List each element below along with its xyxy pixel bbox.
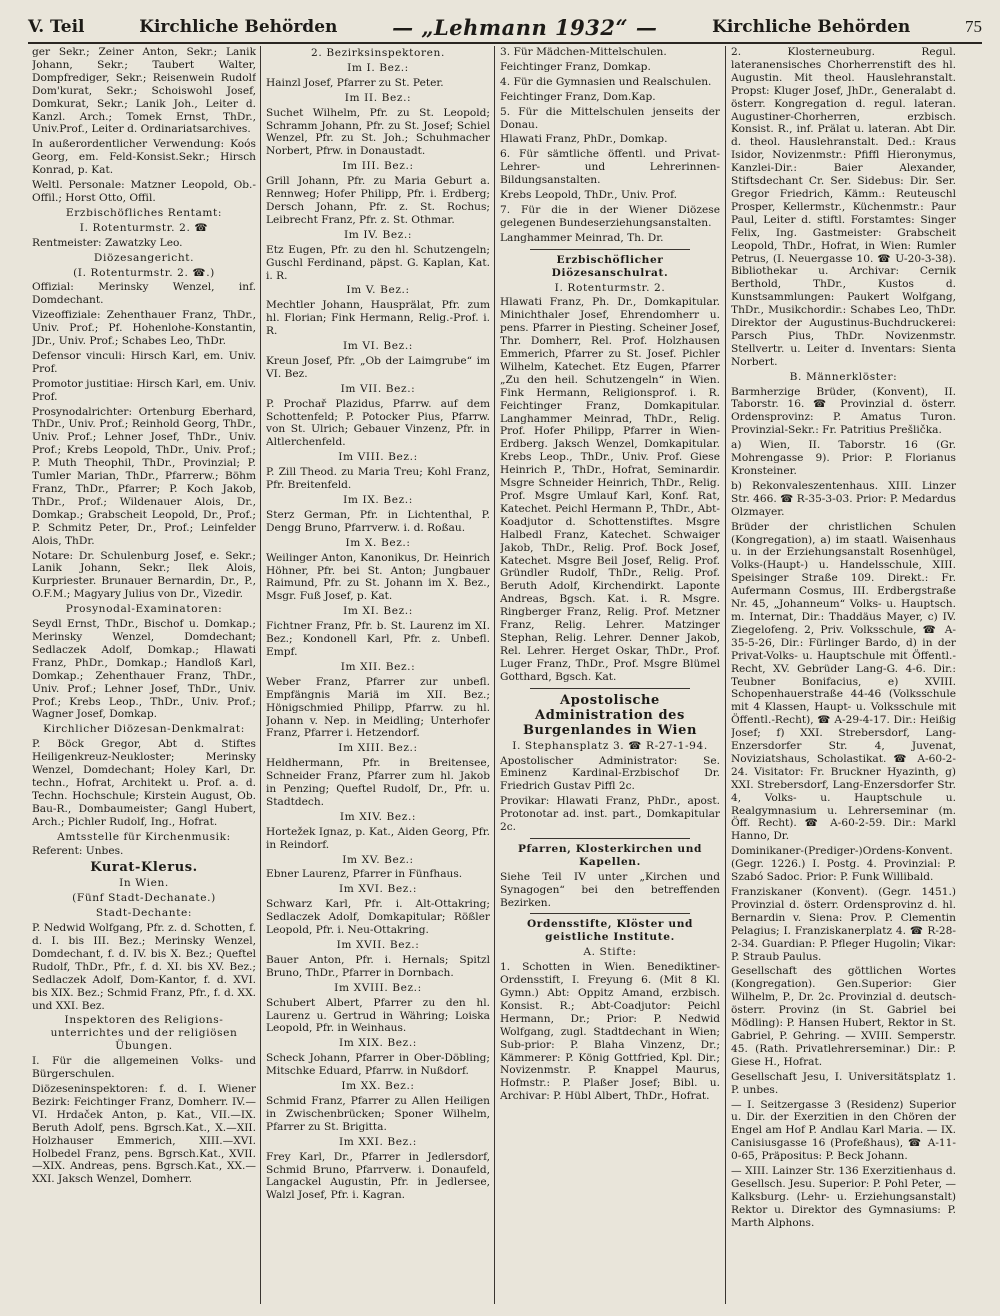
- section-divider: [530, 688, 690, 689]
- entry-paragraph: Grill Johann, Pfr. zu Maria Geburt a. Rennweg; Hofer Philipp, Pfr. i. Erdberg; Dersch Johann, Pfr. z. St. Rochus; Leibrecht Franz, Pfr. z. St. Othmar.: [266, 175, 490, 226]
- entry-paragraph: 1. Schotten in Wien. Benediktiner-Ordensstift, I. Freyung 6. (Mit 8 Kl. Gymn.) Abt: Oppitz Amand, erzbisch. Konsist. R.; Abt-Coadjutor: Peichl Hermann, Dr.; Prior: P. Nedwid Wolfgang, zugl. Stadtdechant in Wien; Sub-prior: P. Blaha Vinzenz, Dr.; Kämmerer: P. König Gottfried, Kpl. Dir.; Novizenmstr. P. Knappel Maurus, Hofmstr.: P. Plaßer Josef; Bibl. u. Archivar: P. Hübl Albert, ThDr., Hofrat.: [500, 961, 720, 1103]
- column-2: [266, 46, 490, 1306]
- section-heading: Apostolische Administration des Burgenlandes in Wien: [522, 692, 698, 738]
- entry-paragraph: 7. Für die in der Wiener Diözese gelegenen Bundeserziehungsanstalten.: [500, 203, 720, 229]
- entry-paragraph: Seydl Ernst, ThDr., Bischof u. Domkap.; Merinsky Wenzel, Domdechant; Sedlaczek Adolf, Domkap.; Hlawati Franz, PhDr., Domkap.; Handloß Karl, Domkap.; Zehenthauer Franz, ThDr., Univ. Prof.; Lehner Josef, ThDr., Univ. Prof.; Krebs Leop., ThDr., Univ. Prof.; Wagner Josef, Domkap.: [32, 618, 256, 721]
- section-heading: Im II. Bez.:: [344, 91, 412, 104]
- section-divider: [530, 913, 690, 914]
- section-heading: Stadt-Dechante:: [95, 907, 193, 920]
- section-heading: Im XI. Bez.:: [343, 605, 413, 618]
- section-heading: Erzbischöfliches Rentamt:: [65, 206, 223, 219]
- section-heading: B. Männerklöster:: [789, 370, 898, 383]
- entry-paragraph: P. Zill Theod. zu Maria Treu; Kohl Franz, Pfr. Breitenfeld.: [266, 466, 490, 492]
- section-heading: Im VIII. Bez.:: [338, 451, 418, 464]
- entry-paragraph: Schwarz Karl, Pfr. i. Alt-Ottakring; Sedlaczek Adolf, Domkapitular; Rößler Leopold, Pfr. i. Neu-Ottakring.: [266, 898, 490, 937]
- entry-paragraph: Fichtner Franz, Pfr. b. St. Laurenz im XI. Bez.; Kondonell Karl, Pfr. z. Unbefl. Empf.: [266, 620, 490, 658]
- entry-paragraph: 5. Für die Mittelschulen jenseits der Donau.: [500, 105, 720, 131]
- entry-paragraph: Scheck Johann, Pfarrer in Ober-Döbling; Mitschke Eduard, Pfarrw. in Nußdorf.: [266, 1052, 490, 1078]
- section-heading: Im XIV. Bez.:: [339, 810, 417, 823]
- entry-paragraph: Brüder der christlichen Schulen (Kongregation), a) im staatl. Waisenhaus u. in der Erziehungsanstalt Rosenhügel, Volks-(Haupt-) u. Handelsschule, XIII. Speisinger Straße 109. Direkt.: Fr. Aufermann Cosmus, III. Erdbergstraße Nr. 45, „Johanneum“ Volks- u. Hauptsch. m. Internat, Dir.: Thaddäus Mayer, c) IV. Ziegelofeng. 2, Priv. Volksschule, ☎ A-35-5-26, Dir.: Fürlinger Bardo, d) in der Privat-Volks- u. Hauptschule mit Öffentl.-Recht, XV. Gebrüder Lang-G. 4-6. Dir.: Teubner Bonifacius, e) XVIII. Schopenhauerstraße 44-46 (Volksschule mit 4 Klassen, Haupt- u. Volksschule mit Öffentl.-Recht), ☎ A-29-4-17. Dir.: Heißig Josef; f) XXI. Strebersdorf, Lang-Enzersdorfer Str. 4, Juvenat, Noviziatshaus, Scholastikat. ☎ A-60-2-24. Visitator: Fr. Bruckner Hyazinth, g) XXI. Strebersdorf, Lang-Enzersdorfer Str. 4, Volks- u. Hauptschule u. Realgymnasium u. Lehrerseminar (m. Öff. Recht). ☎ A-60-2-59. Dir.: Markl Hanno, Dr.: [731, 520, 956, 843]
- entry-paragraph: P. Prochař Plazidus, Pfarrw. auf dem Schottenfeld; P. Potocker Pius, Pfarrw. von St. Ulrich; Gebauer Vinzenz, Pfr. in Altlerchenfeld.: [266, 397, 490, 449]
- section-heading: Im XVII. Bez.:: [336, 939, 420, 951]
- section-heading: Inspektoren des Religions-unterrichtes und der religiösen Übungen.: [50, 1014, 238, 1053]
- entry-paragraph: Ebner Laurenz, Pfarrer in Fünfhaus.: [266, 868, 463, 881]
- section-heading: Im VII. Bez.:: [340, 382, 416, 395]
- entry-paragraph: P. Nedwid Wolfgang, Pfr. z. d. Schotten, f. d. I. bis III. Bez.; Merinsky Wenzel, Domdechant, f. d. IV. bis X. Bez.; Queftel Rudolf, ThDr., Pfr., f. d. XI. bis XV. Bez.; Sedlaczek Adolf, Dom-Kantor, f. d. XVI. bis XIX. Bez.; Schmid Franz, Pfr., f. d. XX. und XXI. Bez.: [32, 922, 256, 1012]
- section-heading: Im XV. Bez.:: [342, 853, 414, 866]
- entry-paragraph: Gesellschaft Jesu, I. Universitätsplatz 1. P. unbes.: [731, 1070, 956, 1096]
- entry-paragraph: Vizeoffiziale: Zehenthauer Franz, ThDr., Univ. Prof.; Pf. Hohenlohe-Konstantin, JDr., Univ. Prof.; Schabes Leo, ThDr.: [32, 309, 256, 348]
- publication-title: — „Lehmann 1932“ —: [392, 14, 658, 40]
- section-heading: Pfarren, Klosterkirchen und Kapellen.: [517, 842, 703, 868]
- section-heading: Im III. Bez.:: [342, 160, 414, 173]
- entry-paragraph: Weltl. Personale: Matzner Leopold, Ob.-Offil.; Horst Otto, Offil.: [32, 179, 256, 204]
- entry-paragraph: 3. Für Mädchen-Mittelschulen.: [500, 46, 667, 58]
- entry-paragraph: P. Böck Gregor, Abt d. Stiftes Heiligenkreuz-Neukloster; Merinsky Wenzel, Domdechant; Holey Karl, Dr. techn., Hofrat, Architekt u. Prof. a. d. Techn. Hochschule; Kirstein August, Ob. Bau-R., Dombaumeister; Gangl Hubert, Arch.; Pichler Rudolf, Ing., Hofrat.: [32, 738, 256, 828]
- section-heading: 2. Bezirksinspektoren.: [311, 47, 445, 59]
- section-heading: Im X. Bez.:: [345, 536, 411, 549]
- entry-paragraph: Frey Karl, Dr., Pfarrer in Jedlersdorf, Schmid Bruno, Pfarrverw. i. Donaufeld, Langackel Augustin, Pfr. in Jedlersee, Walzl Josef, Pfr. i. Kagran.: [266, 1150, 490, 1202]
- entry-paragraph: 2. Klosterneuburg. Regul. lateranensisches Chorherrenstift des hl. Augustin. Mit theol. Hauslehranstalt. Propst: Kluger Josef, JhDr., Generalabt d. österr. Kongregation d. regul. lateran. Augustiner-Chorherren, erzbisch. Konsist. R., inf. Prälat u. lateran. Abt Dir. d. theol. Hauslehranstalt. Ded.: Kraus Isidor, Novizenmstr.: Pfiffl Hieronymus, Kanzlei-Dir.: Baier Alexander, Stiftsdechant Cr. Ser. Sidebus: Dir. Ser. Gregor Friedrich, Kämm.: Reuteuschl Prosper, Kellermstr., Küchenmstr.: Paur Paul, Leiter d. stiftl. Forstamtes: Singer Felix, Ing. Gastmeister: Grabscheit Leopold, ThDr., Hofrat, in Wien: Rumler Petrus, (I. Neuergasse 10. ☎ U-20-3-38). Bibliothekar u. Archivar: Cernik Berthold, ThDr., Kustos d. Kunstsammlungen: Paukert Wolfgang, ThDr., Musikchordir.: Schabes Leo, ThDr. Direktor der Augustinus-Buchdruckerei: Parsch Pius, ThDr. Novizenmstr. Stellvertr. u. Leiter d. Inventars: Sienta Norbert.: [731, 46, 956, 368]
- section-heading: I. Rotenturmstr. 2. ☎: [79, 221, 209, 234]
- running-head-right: Kirchliche Behörden: [712, 17, 911, 37]
- entry-paragraph: Referent: Unbes.: [32, 845, 124, 858]
- section-heading: Kurat-Klerus.: [90, 860, 198, 876]
- section-heading: Im VI. Bez.:: [343, 340, 413, 353]
- entry-paragraph: Diözeseninspektoren: f. d. I. Wiener Bezirk: Feichtinger Franz, Domherr. IV.—VI. Hrdaček Anton, p. Kat., VII.—IX. Beruth Adolf, pens. Bgrsch.Kat., X.—XII. Holzhauser Emmerich, XIII.—XVI. Holbedel Franz, pens. Bgrsch.Kat., XVII.—XIX. Andreas, pens. Bgrsch.Kat., XX.—XXI. Jaksch Wenzel, Domherr.: [32, 1082, 256, 1186]
- section-divider: [530, 249, 690, 250]
- section-heading: In Wien.: [119, 877, 169, 890]
- section-heading: Im XVI. Bez.:: [338, 883, 418, 896]
- section-heading: I. Stephansplatz 3. ☎ R-27-1-94.: [512, 739, 708, 752]
- entry-paragraph: Schmid Franz, Pfarrer zu Allen Heiligen in Zwischenbrücken; Sponer Wilhelm, Pfarrer zu St. Brigitta.: [266, 1094, 490, 1133]
- entry-paragraph: Hlawati Franz, Ph. Dr., Domkapitular. Minichthaler Josef, Ehrendomherr u. pens. Pfarrer in Piesting. Scheiner Josef, Thr. Domherr, Rel. Prof. Holzhausen Emmerich, Pfarrer zu St. Josef. Pichler Wilhelm, Katechet. Etz Eugen, Pfarrer „Zu den heil. Schutzengeln“ in Wien. Fink Hermann, Religionsprof. i. R. Feichtinger Franz, Domkapitular. Langhammer Meinrad, ThDr., Relig. Prof. Hofer Philipp, Pfarrer in Wien-Erdberg. Jaksch Wenzel, Domkapitular. Krebs Leop., ThDr., Univ. Prof. Giese Heinrich P., ThDr., Hofrat, Seminardir. Msgre Schneider Heinrich, ThDr., Relig. Prof. Msgre Umlauf Karl, Konf. Rat, Katechet. Peichl Hermann P., ThDr., Abt-Koadjutor d. Schottenstiftes. Msgre Halbedl Franz, Katechet. Schwaiger Jakob, ThDr., Relig. Prof. Bock Josef, Katechet. Msgre Beil Josef, Relig. Prof. Gründler Rudolf, ThDr., Relig. Prof. Beruth Adolf, Kirchendirkt. Laponte Andreas, Bgsch. Kat. i. R. Msgre. Ringberger Franz, Relig. Prof. Metzner Franz, Relig. Lehrer. Matzinger Stephan, Relig. Lehrer. Denner Jakob, Rel. Lehrer. Herget Oskar, ThDr., Prof. Luger Franz, ThDr., Prof. Msgre Blümel Gotthard, Bgsch. Kat.: [500, 296, 720, 683]
- entry-paragraph: Notare: Dr. Schulenburg Josef, e. Sekr.; Lanik Johann, Sekr.; Ilek Alois, Kurpriester. Brunauer Bernardin, Dr., P., O.F.M.; Magyary Julius von Dr., Vizedir.: [32, 549, 256, 601]
- section-heading: Im XVIII. Bez.:: [334, 981, 422, 994]
- section-heading: Im V. Bez.:: [346, 284, 410, 297]
- column-rule: [260, 46, 261, 1304]
- entry-paragraph: Siehe Teil IV unter „Kirchen und Synagogen“ bei den betreffenden Bezirken.: [500, 870, 720, 909]
- entry-paragraph: Etz Eugen, Pfr. zu den hl. Schutzengeln; Guschl Ferdinand, päpst. G. Kaplan, Kat. i. R.: [266, 243, 490, 282]
- section-heading: Im XII. Bez.:: [340, 660, 416, 673]
- entry-paragraph: 6. Für sämtliche öffentl. und Privat-Lehrer- und Lehrerinnen-Bildungsanstalten.: [500, 148, 720, 187]
- section-heading: Im I. Bez.:: [347, 61, 409, 74]
- entry-paragraph: 4. Für die Gymnasien und Realschulen.: [500, 75, 712, 88]
- section-heading: Prosynodal-Examinatoren:: [65, 603, 223, 616]
- entry-paragraph: Barmherzige Brüder, (Konvent), II. Taborstr. 16. ☎ Provinzial d. österr. Ordensprovinz: P. Amatus Turon. Provinzial-Sekr.: Fr. Patritius Prešlička.: [731, 385, 956, 437]
- entry-paragraph: Franziskaner (Konvent). (Gegr. 1451.) Provinzial d. österr. Ordensprovinz d. hl. Bernardin v. Siena: Prov. P. Clementin Pelagius; I. Franziskanerplatz 4. ☎ R-28-2-34. Guardian: P. Pfleger Hugolin; Vikar: P. Straub Paulus.: [731, 886, 956, 963]
- column-rule: [725, 46, 726, 1304]
- entry-paragraph: I. Für die allgemeinen Volks- und Bürgerschulen.: [32, 1055, 256, 1081]
- page-number: 75: [964, 17, 982, 36]
- section-heading: (Fünf Stadt-Dechanate.): [72, 892, 216, 905]
- section-heading: (I. Rotenturmstr. 2. ☎.): [73, 266, 215, 279]
- section-divider: [530, 838, 690, 839]
- section-heading: Im IX. Bez.:: [343, 494, 413, 506]
- entry-paragraph: Rentmeister: Zawatzky Leo.: [32, 236, 183, 249]
- entry-paragraph: Provikar: Hlawati Franz, PhDr., apost. Protonotar ad. inst. part., Domkapitular 2c.: [500, 795, 720, 834]
- section-heading: Kirchlicher Diözesan-Denkmalrat:: [43, 723, 245, 736]
- section-heading: Im XXI. Bez.:: [339, 1135, 417, 1148]
- running-head-left: Kirchliche Behörden: [139, 17, 338, 37]
- entry-paragraph: Offizial: Merinsky Wenzel, inf. Domdechant.: [32, 281, 256, 307]
- entry-paragraph: a) Wien, II. Taborstr. 16 (Gr. Mohrengasse 9). Prior: P. Florianus Kronsteiner.: [731, 439, 956, 477]
- entry-paragraph: Dominikaner-(Prediger-)Ordens-Konvent. (Gegr. 1226.) I. Postg. 4. Provinzial: P. Szabó Sadoc. Prior: P. Funk Willibald.: [731, 845, 956, 884]
- entry-paragraph: Defensor vinculi: Hirsch Karl, em. Univ. Prof.: [32, 349, 256, 375]
- entry-paragraph: Hainzl Josef, Pfarrer zu St. Peter.: [266, 76, 444, 89]
- column-1: [32, 46, 256, 1306]
- entry-paragraph: — I. Seitzergasse 3 (Residenz) Superior u. Dir. der Exerzitien in den Chören der Engel am Hof P. Andlau Karl Maria. — IX. Canisiusgasse 16 (Profeßhaus), ☎ A-11-0-65, Präpositus: P. Beck Johann.: [731, 1098, 956, 1163]
- entry-paragraph: Suchet Wilhelm, Pfr. zu St. Leopold; Schramm Johann, Pfr. zu St. Josef; Schiel Wenzel, Pfr. zu St. Joh.; Schuhmacher Norbert, Pfrw. in Donaustadt.: [266, 106, 490, 158]
- entry-paragraph: Krebs Leopold, ThDr., Univ. Prof.: [500, 189, 678, 202]
- entry-paragraph: Sterz German, Pfr. in Lichtenthal, P. Dengg Bruno, Pfarrverw. i. d. Roßau.: [266, 508, 490, 534]
- part-label: V. Teil: [28, 17, 85, 37]
- entry-paragraph: Mechtler Johann, Hausprälat, Pfr. zum hl. Florian; Fink Hermann, Relig.-Prof. i. R.: [266, 299, 490, 338]
- entry-paragraph: Schubert Albert, Pfarrer zu den hl. Laurenz u. Gertrud in Währing; Loiska Leopold, Pfr. in Weinhaus.: [266, 996, 490, 1035]
- section-heading: Im XIX. Bez.:: [339, 1037, 417, 1050]
- column-rule: [494, 46, 495, 1304]
- entry-paragraph: Weber Franz, Pfarrer zur unbefl. Empfängnis Mariä im XII. Bez.; Hönigschmied Philipp, Pfarrw. zu hl. Johann v. Nep. in Meidling; Unterhofer Franz, Pfarrer i. Hetzendorf.: [266, 675, 490, 740]
- entry-paragraph: Gesellschaft des göttlichen Wortes (Kongregation). Gen.Superior: Gier Wilhelm, P., Dr. 2c. Provinzial d. deutsch-österr. Provinz (in St. Gabriel bei Mödling): P. Hansen Hubert, Rektor in St. Gabriel, P. Gehring. — XVIII. Semperstr. 45. (Rath. Privatlehrerseminar.) Dir.: P. Giese H., Hofrat.: [731, 965, 956, 1068]
- entry-paragraph: Bauer Anton, Pfr. i. Hernals; Spitzl Bruno, ThDr., Pfarrer in Dornbach.: [266, 953, 490, 979]
- section-heading: A. Stifte:: [583, 946, 637, 959]
- section-heading: Erzbischöflicher Diözesanschulrat.: [551, 253, 669, 279]
- section-heading: Im XX. Bez.:: [341, 1080, 415, 1093]
- entry-paragraph: b) Rekonvaleszentenhaus. XIII. Linzer Str. 466. ☎ R-35-3-03. Prior: P. Medardus Olzmayer.: [731, 479, 956, 518]
- entry-paragraph: Weilinger Anton, Kanonikus, Dr. Heinrich Höhner, Pfr. bei St. Anton; Jungbauer Raimund, Pfr. zu St. Johann im X. Bez., Msgr. Fuß Josef, p. Kat.: [266, 551, 490, 603]
- column-4: [731, 46, 956, 1306]
- entry-paragraph: Feichtinger Franz, Dom.Kap.: [500, 90, 656, 103]
- entry-paragraph: Prosynodalrichter: Ortenburg Eberhard, ThDr., Univ. Prof.; Reinhold Georg, ThDr., Univ. Prof.; Lehner Josef, ThDr., Univ. Prof.; Krebs Leopold, ThDr., Univ. Prof.; P. Muth Theophil, ThDr., Provinzial; P. Tumler Marian, ThDr., Pfarrerw.; Böhm Franz, ThDr., Pfarrer; P. Koch Jakob, ThDr., Prof.; Wildenauer Alois, Dr., Domkap.; Grabscheit Leopold, Dr., Prof.; P. Schmitz Peter, Dr., Prof.; Leinfelder Alois, ThDr.: [32, 405, 256, 547]
- entry-paragraph: Apostolischer Administrator: Se. Eminenz Kardinal-Erzbischof Dr. Friedrich Gustav Piffl 2c.: [500, 754, 720, 793]
- section-heading: Im IV. Bez.:: [343, 228, 413, 241]
- entry-paragraph: In außerordentlicher Verwendung: Koós Georg, em. Feld-Konsist.Sekr.; Hirsch Konrad, p. Kat.: [32, 138, 256, 177]
- page-header: [28, 12, 982, 44]
- entry-paragraph: Heldhermann, Pfr. in Breitensee, Schneider Franz, Pfarrer zum hl. Jakob in Penzing; Queftel Rudolf, Dr., Pfr. u. Stadtdech.: [266, 757, 490, 808]
- entry-paragraph: Langhammer Meinrad, Th. Dr.: [500, 231, 664, 244]
- entry-paragraph: Kreun Josef, Pfr. „Ob der Laimgrube“ im VI. Bez.: [266, 354, 490, 380]
- section-heading: I. Rotenturmstr. 2.: [554, 281, 666, 294]
- entry-paragraph: Hlawati Franz, PhDr., Domkap.: [500, 133, 668, 146]
- section-heading: Ordensstifte, Klöster und geistliche Institute.: [526, 918, 694, 944]
- section-heading: Diözesangericht.: [93, 251, 195, 264]
- entry-paragraph: Feichtinger Franz, Domkap.: [500, 60, 651, 73]
- section-heading: Amtsstelle für Kirchenmusik:: [57, 830, 231, 843]
- entry-paragraph: — XIII. Lainzer Str. 136 Exerzitienhaus d. Gesellsch. Jesu. Superior: P. Pohl Peter, — Kalksburg. (Lehr- u. Erziehungsanstalt) Rektor u. Direktor des Gymnasiums: P. Marth Alphons.: [731, 1165, 956, 1229]
- entry-paragraph: ger Sekr.; Zeiner Anton, Sekr.; Lanik Johann, Sekr.; Taubert Walter, Dompfrediger, Sekr.; Reisenwein Rudolf Dom'kurat, Sekr.; Schoiswohl Josef, Domkurat, Sekr.; Lanik Joh., Leiter d. Kanzl. Arch.; Tomek Ernst, ThDr., Univ.Prof., Leiter d. Ordinariatsarchives.: [32, 46, 256, 136]
- column-3: [500, 46, 720, 1306]
- entry-paragraph: Hortežek Ignaz, p. Kat., Aiden Georg, Pfr. in Reindorf.: [266, 825, 490, 851]
- section-heading: Im XIII. Bez.:: [338, 742, 418, 755]
- entry-paragraph: Promotor justitiae: Hirsch Karl, em. Univ. Prof.: [32, 377, 256, 403]
